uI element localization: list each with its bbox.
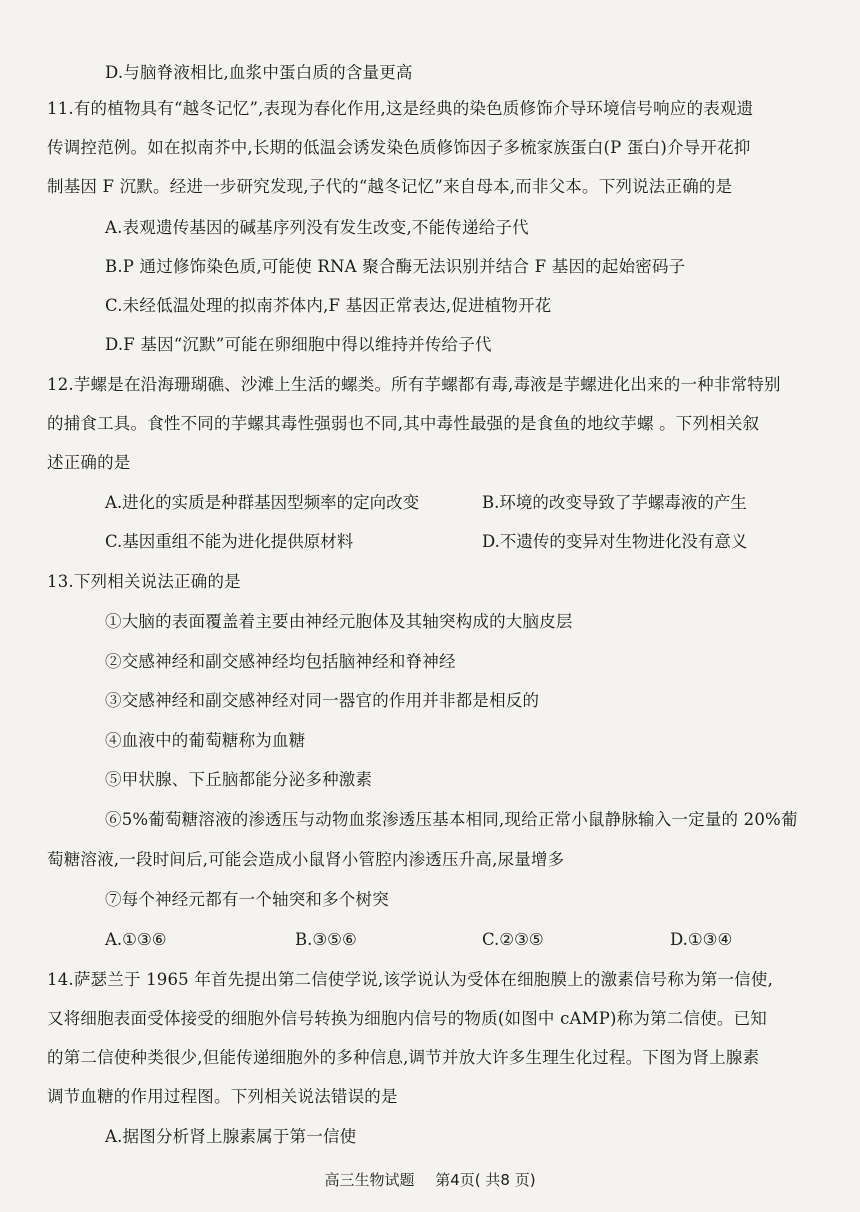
q12-stem-line: 的捕食工具。食性不同的芋螺其毒性强弱也不同,其中毒性最强的是食鱼的地纹芋螺 。下列相关叙: [47, 414, 760, 433]
q13-option-b: B.③⑤⑥: [295, 930, 357, 949]
q14-stem-line: 又将细胞表面受体接受的细胞外信号转换为细胞内信号的物质(如图中 cAMP)称为第二信使。已知: [47, 1009, 767, 1028]
q12-stem-line: 述正确的是: [47, 453, 131, 472]
q11-option-c: C.未经低温处理的拟南芥体内,F 基因正常表达,促进植物开花: [105, 296, 552, 315]
q10-option-d: D.与脑脊液相比,血浆中蛋白质的含量更高: [105, 63, 413, 82]
q14-stem-line: 调节血糖的作用过程图。下列相关说法错误的是: [47, 1087, 398, 1106]
q13-statement: ⑥5%葡萄糖溶液的渗透压与动物血浆渗透压基本相同,现给正常小鼠静脉输入一定量的 20%葡: [105, 810, 798, 829]
q12-stem-line: 12.芋螺是在沿海珊瑚礁、沙滩上生活的螺类。所有芋螺都有毒,毒液是芋螺进化出来的一种非常特别: [47, 375, 781, 394]
q12-option-b: B.环境的改变导致了芋螺毒液的产生: [482, 493, 747, 512]
q13-option-a: A.①③⑥: [105, 930, 167, 949]
q11-stem-line: 制基因 F 沉默。经进一步研究发现,子代的“越冬记忆”来自母本,而非父本。下列说法正确的是: [47, 177, 733, 196]
q11-option-d: D.F 基因“沉默”可能在卵细胞中得以维持并传给子代: [105, 335, 492, 354]
q13-statement: ④血液中的葡萄糖称为血糖: [105, 731, 306, 750]
q14-stem-line: 14.萨瑟兰于 1965 年首先提出第二信使学说,该学说认为受体在细胞膜上的激素信号称为第一信使,: [47, 970, 774, 989]
page-footer: [0, 1170, 860, 1190]
q13-statement: ①大脑的表面覆盖着主要由神经元胞体及其轴突构成的大脑皮层: [105, 612, 573, 631]
q13-statement: ②交感神经和副交感神经均包括脑神经和脊神经: [105, 652, 456, 671]
q13-option-d: D.①③④: [670, 930, 733, 949]
q12-option-a: A.进化的实质是种群基因型频率的定向改变: [105, 493, 420, 512]
q13-statement: ⑦每个神经元都有一个轴突和多个树突: [105, 890, 389, 909]
q13-statement: 萄糖溶液,一段时间后,可能会造成小鼠肾小管腔内渗透压升高,尿量增多: [47, 850, 565, 869]
q11-option-a: A.表观遗传基因的碱基序列没有发生改变,不能传递给子代: [105, 218, 529, 237]
q12-option-d: D.不遗传的变异对生物进化没有意义: [482, 532, 748, 551]
q11-stem-line: 传调控范例。如在拟南芥中,长期的低温会诱发染色质修饰因子多梳家族蛋白(P 蛋白)介导开花抑: [47, 138, 751, 157]
q13-statement: ③交感神经和副交感神经对同一器官的作用并非都是相反的: [105, 691, 540, 710]
q13-option-c: C.②③⑤: [482, 930, 544, 949]
q11-stem-line: 11.有的植物具有“越冬记忆”,表现为春化作用,这是经典的染色质修饰介导环境信号响应的表观遗: [47, 99, 754, 118]
footer-page-number: 第4页( 共8 页): [435, 1171, 536, 1189]
footer-subject: 高三生物试题: [324, 1171, 415, 1189]
q14-option-a: A.据图分析肾上腺素属于第一信使: [105, 1127, 357, 1146]
q12-option-c: C.基因重组不能为进化提供原材料: [105, 532, 354, 551]
q11-option-b: B.P 通过修饰染色质,可能使 RNA 聚合酶无法识别并结合 F 基因的起始密码子: [105, 257, 686, 276]
q13-statement: ⑤甲状腺、下丘脑都能分泌多种激素: [105, 770, 373, 789]
q13-stem: 13.下列相关说法正确的是: [47, 572, 241, 591]
q14-stem-line: 的第二信使种类很少,但能传递细胞外的多种信息,调节并放大许多生理生化过程。下图为肾上腺素: [47, 1048, 760, 1067]
